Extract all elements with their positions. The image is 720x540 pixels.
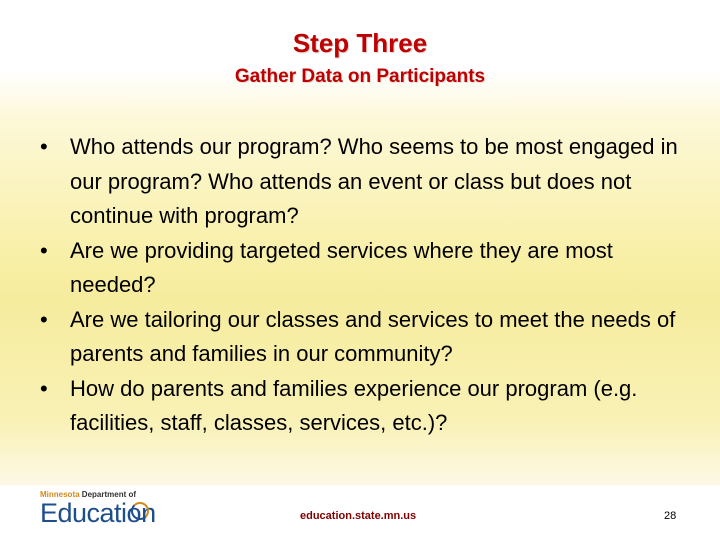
website-url: education.state.mn.us xyxy=(300,510,417,522)
bullet-icon: • xyxy=(40,306,48,332)
bullet-icon: • xyxy=(40,237,48,263)
logo-name: Education xyxy=(40,498,156,528)
bullet-list xyxy=(40,130,690,441)
bullet-text: Who attends our program? Who seems to be most engaged in our program? Who attends an event or class but does not continue with program? xyxy=(70,134,678,228)
bullet-item xyxy=(40,130,690,234)
slide-subtitle: Gather Data on Participants xyxy=(234,66,486,87)
page-number: 28 xyxy=(664,510,677,522)
logo-swirl-icon xyxy=(131,502,149,520)
bullet-text: How do parents and families experience our program (e.g. facilities, staff, classes, services, etc.)? xyxy=(70,375,638,435)
bullet-text: Are we tailoring our classes and services to meet the needs of parents and families in our community? xyxy=(70,306,676,366)
slide-title: Step Three xyxy=(292,28,428,58)
bullet-icon: • xyxy=(40,134,48,159)
bullet-item xyxy=(40,372,690,441)
logo-department: Department of xyxy=(81,490,137,499)
bullet-icon: • xyxy=(40,375,48,401)
bullet-item xyxy=(40,234,690,303)
bullet-item xyxy=(40,303,690,372)
logo-state: Minnesota xyxy=(40,490,80,499)
bullet-text: Are we providing targeted services where they are most needed? xyxy=(70,237,613,297)
